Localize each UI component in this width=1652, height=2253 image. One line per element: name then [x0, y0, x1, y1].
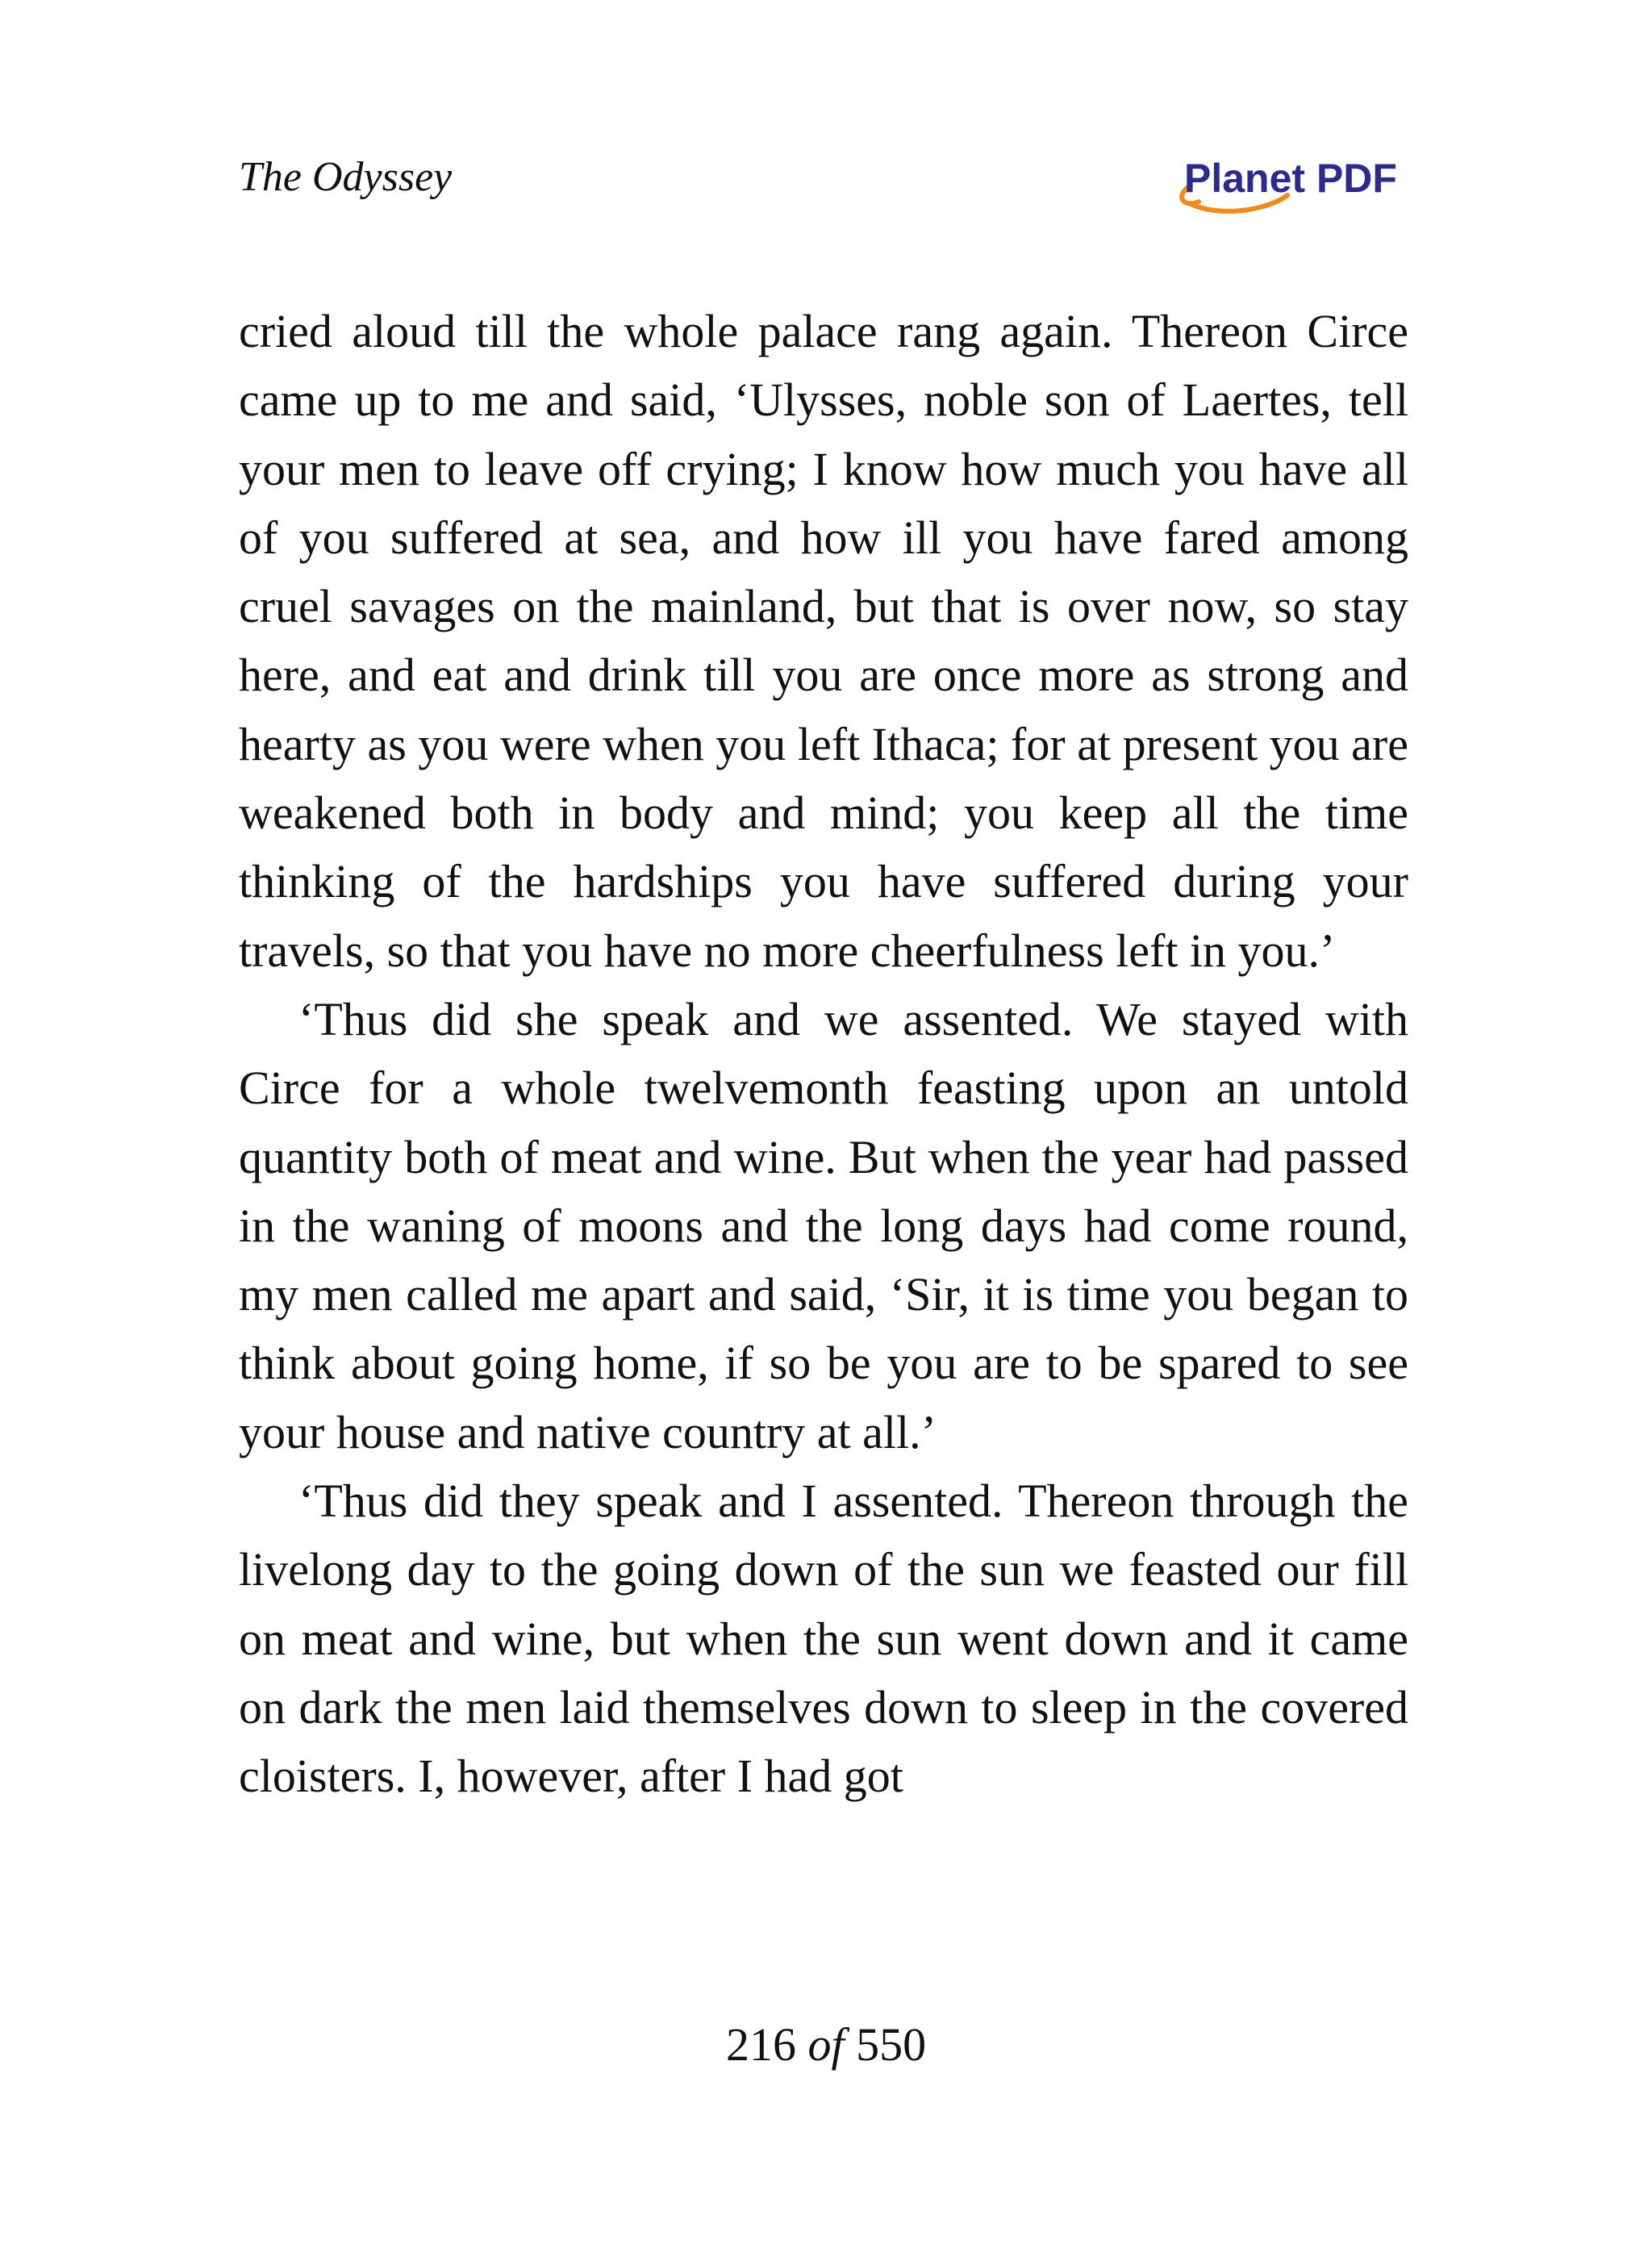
paragraph-1: cried aloud till the whole palace rang again. Thereon Circe came up to me and said, ‘Ulysses, noble son of Laertes, tell your men to leave off crying; I know how much you have all of you suffered at sea, and how ill you have fared among cruel savages on the mainland, but that is over now, so stay here, and eat and drink till you are once more as strong and hearty as you were when you left Ithaca; for at present you are weakened both in body and mind; you keep all the time thinking of the hardships you have suffered during your travels, so that you have no more cheerfulness left in you.’ — [239, 305, 1408, 977]
running-title: The Odyssey — [239, 154, 453, 200]
page-header — [239, 144, 1408, 216]
paragraph-3: ‘Thus did they speak and I assented. Thereon through the livelong day to the going down of the sun we feasted our fill on meat and wine, but when the sun went down and it came on dark the men laid themselves down to sleep in the covered cloisters. I, however, after I had got — [239, 1475, 1408, 1803]
paragraph-2: ‘Thus did she speak and we assented. We stayed with Circe for a whole twelvemonth feasting upon an untold quantity both of meat and wine. But when the year had passed in the waning of moons and the long days had come round, my men called me apart and said, ‘Sir, it is time you began to think about going home, if so be you are to be spared to see your house and native country at all.’ — [239, 992, 1408, 1458]
total-pages: 550 — [856, 2018, 927, 2071]
current-page: 216 — [725, 2018, 796, 2071]
page-of-word: of — [807, 2018, 845, 2071]
page-number — [0, 2017, 1652, 2073]
body-text — [239, 297, 1408, 1811]
planet-pdf-logo-icon — [1166, 155, 1408, 219]
logo-text: Planet PDF — [1184, 156, 1397, 201]
planet-pdf-logo — [1166, 155, 1408, 219]
